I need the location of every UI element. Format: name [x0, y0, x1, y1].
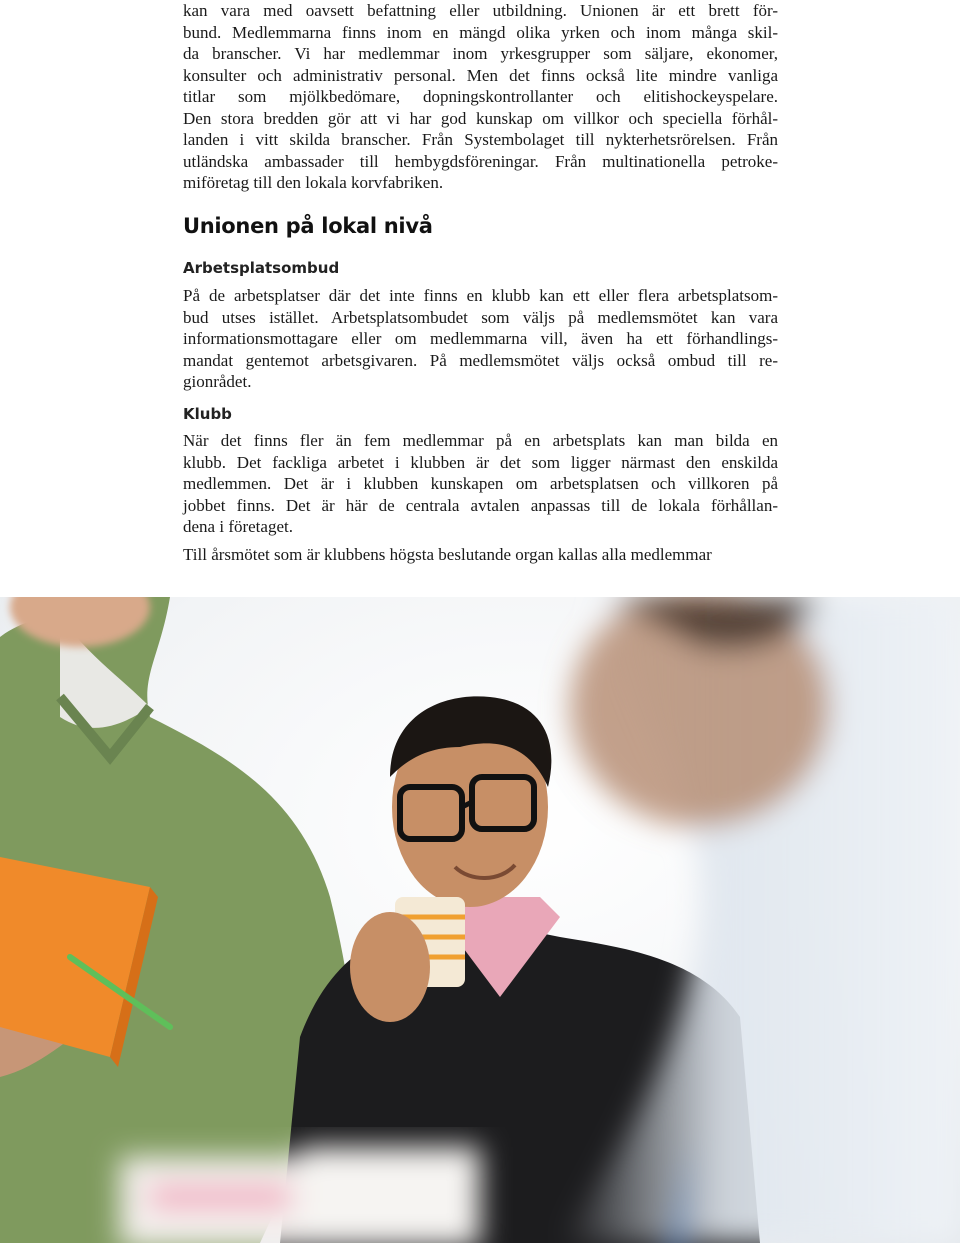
text-line: jobbet finns. Det är här de centrala avtalen anpassas till de lokala förhållan-	[183, 495, 778, 515]
text-line: da branscher. Vi har medlemmar inom yrkesgrupper som säljare, ekonomer,	[183, 44, 778, 63]
klubb-paragraph	[183, 430, 778, 538]
text-line: miföretag till den lokala korvfabriken.	[183, 173, 444, 192]
section-heading: Unionen på lokal nivå	[183, 214, 433, 238]
text-line: konsulter och administrativ personal. Men det finns också lite mindre vanliga	[183, 65, 778, 85]
subheading-klubb: Klubb	[183, 405, 232, 423]
text-line: klubb. Det fackliga arbetet i klubben är det som ligger närmast den enskilda	[183, 452, 778, 472]
intro-paragraph	[183, 0, 778, 194]
text-line: landen i vitt skilda branscher. Från Systembolaget till nykterhetsrörelsen. Från	[183, 130, 778, 149]
text-line: informationsmottagare eller om medlemmarna vill, även ha ett förhandlings-	[183, 329, 778, 348]
office-photo	[0, 597, 960, 1243]
text-line: utländska ambassader till hembygdsföreningar. Från multinationella petroke-	[183, 151, 778, 171]
text-line: Den stora bredden gör att vi har god kunskap om villkor och speciella förhål-	[183, 108, 778, 128]
text-line: dena i företaget.	[183, 517, 293, 536]
text-line: bud utses istället. Arbetsplatsombudet som väljs på medlemsmötet kan vara	[183, 307, 778, 327]
klubb-continuation: Till årsmötet som är klubbens högsta beslutande organ kallas alla medlemmar	[183, 545, 712, 564]
text-line: mandat gentemot arbetsgivaren. På medlemsmötet väljs också ombud till re-	[183, 350, 778, 370]
foreground-papers	[120, 1147, 480, 1243]
text-line: medlemmen. Det är i klubben kunskapen om arbetsplatsen och villkoren på	[183, 474, 778, 493]
text-line: När det finns fler än fem medlemmar på en arbetsplats kan man bilda en	[183, 431, 778, 450]
subheading-arbetsplatsombud: Arbetsplatsombud	[183, 259, 340, 277]
text-line: kan vara med oavsett befattning eller utbildning. Unionen är ett brett för-	[183, 1, 778, 20]
text-line: bund. Medlemmarna finns inom en mängd olika yrken och inom många skil-	[183, 22, 778, 42]
arbetsplatsombud-paragraph	[183, 285, 778, 393]
text-line: titlar som mjölkbedömare, dopningskontrollanter och elitishockeyspelare.	[183, 87, 778, 106]
text-line: På de arbetsplatser där det inte finns en klubb kan ett eller flera arbetsplatsom-	[183, 286, 778, 305]
text-line: gionrådet.	[183, 372, 252, 391]
